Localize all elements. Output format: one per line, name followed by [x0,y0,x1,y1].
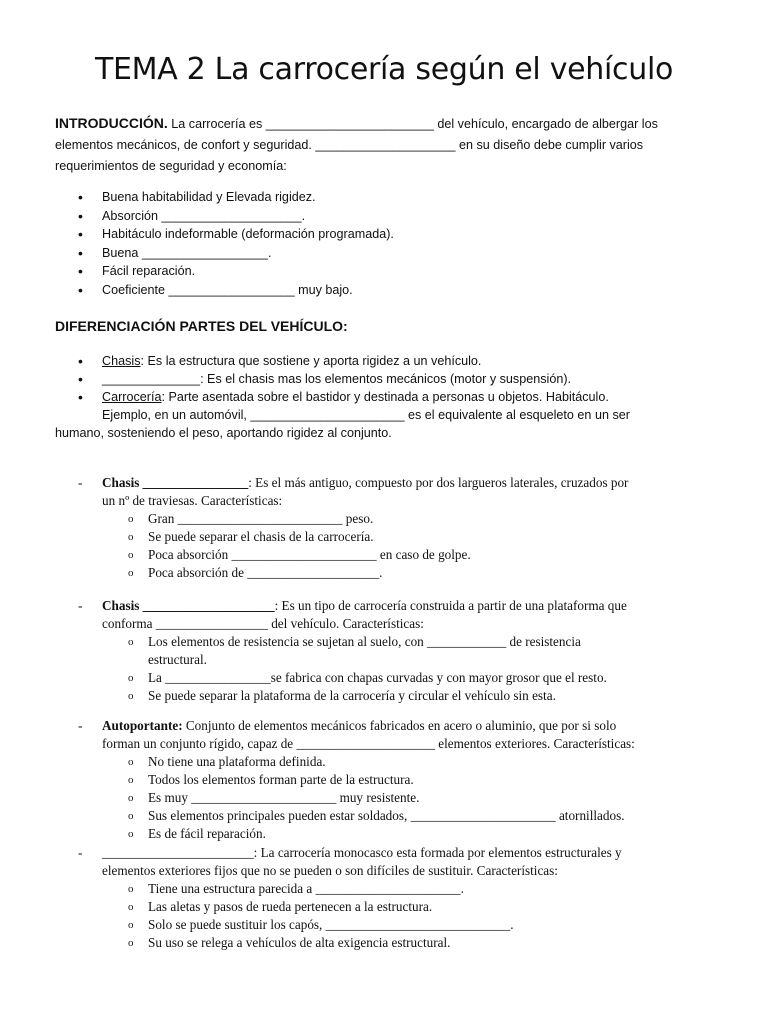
dash-icon: - [78,475,83,490]
type-item: o Es muy ______________________ muy resistente. [128,790,420,805]
type-block-chasis-1 [78,474,710,582]
circle-bullet-icon: o [128,567,134,579]
type-item: o Tiene una estructura parecida a ______________________. [128,881,464,896]
type-block-monocasco [78,844,710,952]
type-item: o Todos los elementos forman parte de la estructura. [128,772,414,787]
intro-line-3: requerimientos de seguridad y economía: [55,159,287,173]
page-title: TEMA 2 La carrocería según el vehículo [94,52,674,87]
circle-bullet-icon: o [128,901,134,913]
circle-bullet-icon: o [128,549,134,561]
vehicle-parts-list [55,352,715,442]
type-item: o No tiene una plataforma definida. [128,754,326,769]
requirement-item: • Buena habitabilidad y Elevada rigidez. [78,188,394,207]
dash-icon: - [78,718,83,733]
part-item-carroceria: • Carrocería: Parte asentada sobre el bastidor y destinada a personas u objetos. Habitáculo. [78,389,609,405]
requirement-item: • Fácil reparación. [78,262,394,281]
type-heading: - Chasis ________________: Es el más antiguo, compuesto por dos largueros laterales, cruzados por [78,475,629,490]
circle-bullet-icon: o [128,792,134,804]
requirement-item: • Buena __________________. [78,244,394,263]
intro-line-1: INTRODUCCIÓN. La carrocería es ________________________ del vehículo, encargado de albergar los [55,115,658,131]
type-heading: - Autoportante: Conjunto de elementos mecánicos fabricados en acero o aluminio, que por si solo [78,718,617,733]
dash-icon: - [78,598,83,613]
type-item: o Solo se puede sustituir los capós, ____________________________. [128,917,514,932]
type-item: o Los elementos de resistencia se sujetan al suelo, con ____________ de resistencia [128,634,581,649]
type-item: o Su uso se relega a vehículos de alta exigencia estructural. [128,935,451,950]
part-item-carroceria-line2: Ejemplo, en un automóvil, ______________________ es el equivalente al esqueleto en un ser [102,408,630,422]
type-item-wrap: estructural. [148,652,207,667]
type-block-chasis-2 [78,597,710,705]
part-item-carroceria-line3: humano, sosteniendo el peso, aportando rigidez al conjunto. [55,426,392,440]
requirements-list [78,188,394,299]
requirement-item: • Habitáculo indeformable (deformación programada). [78,225,394,244]
bullet-icon: • [78,371,83,387]
type-heading: - _______________________: La carrocería monocasco esta formada por elementos estructurales y [78,845,622,860]
circle-bullet-icon: o [128,810,134,822]
circle-bullet-icon: o [128,828,134,840]
type-item: o Se puede separar la plataforma de la carrocería y circular el vehículo sin esta. [128,688,556,703]
circle-bullet-icon: o [128,513,134,525]
type-heading: - Chasis ____________________: Es un tipo de carrocería construida a partir de una plataforma que [78,598,627,613]
type-heading-line2: conforma _________________ del vehículo. Características: [102,616,424,631]
circle-bullet-icon: o [128,672,134,684]
circle-bullet-icon: o [128,774,134,786]
type-item: o Las aletas y pasos de rueda pertenecen a la estructura. [128,899,433,914]
bullet-icon: • [78,389,83,405]
circle-bullet-icon: o [128,883,134,895]
type-heading-line2: un nº de traviesas. Características: [102,493,283,508]
type-heading-line2: forman un conjunto rígido, capaz de _____________________ elementos exteriores. Características: [102,736,635,751]
circle-bullet-icon: o [128,937,134,949]
bullet-icon: • [78,353,83,369]
intro-lead: INTRODUCCIÓN. [55,115,168,131]
dash-icon: - [78,845,83,860]
type-item: o Sus elementos principales pueden estar soldados, ______________________ atornillados. [128,808,625,823]
type-item: o Gran _________________________ peso. [128,511,374,526]
requirement-item: • Coeficiente __________________ muy bajo. [78,281,394,300]
circle-bullet-icon: o [128,690,134,702]
type-item: o Poca absorción de ____________________. [128,565,383,580]
circle-bullet-icon: o [128,636,134,648]
type-heading-line2: elementos exteriores fijos que no se pueden o son difíciles de sustituir. Características: [102,863,558,878]
part-item-bastidor: • ______________: Es el chasis mas los elementos mecánicos (motor y suspensión). [78,371,572,387]
intro-line-2: elementos mecánicos, de confort y seguridad. ____________________ en su diseño debe cumplir varios [55,138,644,152]
circle-bullet-icon: o [128,531,134,543]
type-item: o Es de fácil reparación. [128,826,266,841]
type-item: o La ________________se fabrica con chapas curvadas y con mayor grosor que el resto. [128,670,607,685]
circle-bullet-icon: o [128,919,134,931]
type-block-autoportante [78,717,710,843]
type-item: o Poca absorción ______________________ en caso de golpe. [128,547,471,562]
section-heading: DIFERENCIACIÓN PARTES DEL VEHÍCULO: [55,318,348,334]
type-item: o Se puede separar el chasis de la carrocería. [128,529,374,544]
part-item-chasis: • Chasis: Es la estructura que sostiene y aporta rigidez a un vehículo. [78,353,482,369]
requirement-item: • Absorción ____________________. [78,207,394,226]
introduction-paragraph [55,113,715,177]
circle-bullet-icon: o [128,756,134,768]
